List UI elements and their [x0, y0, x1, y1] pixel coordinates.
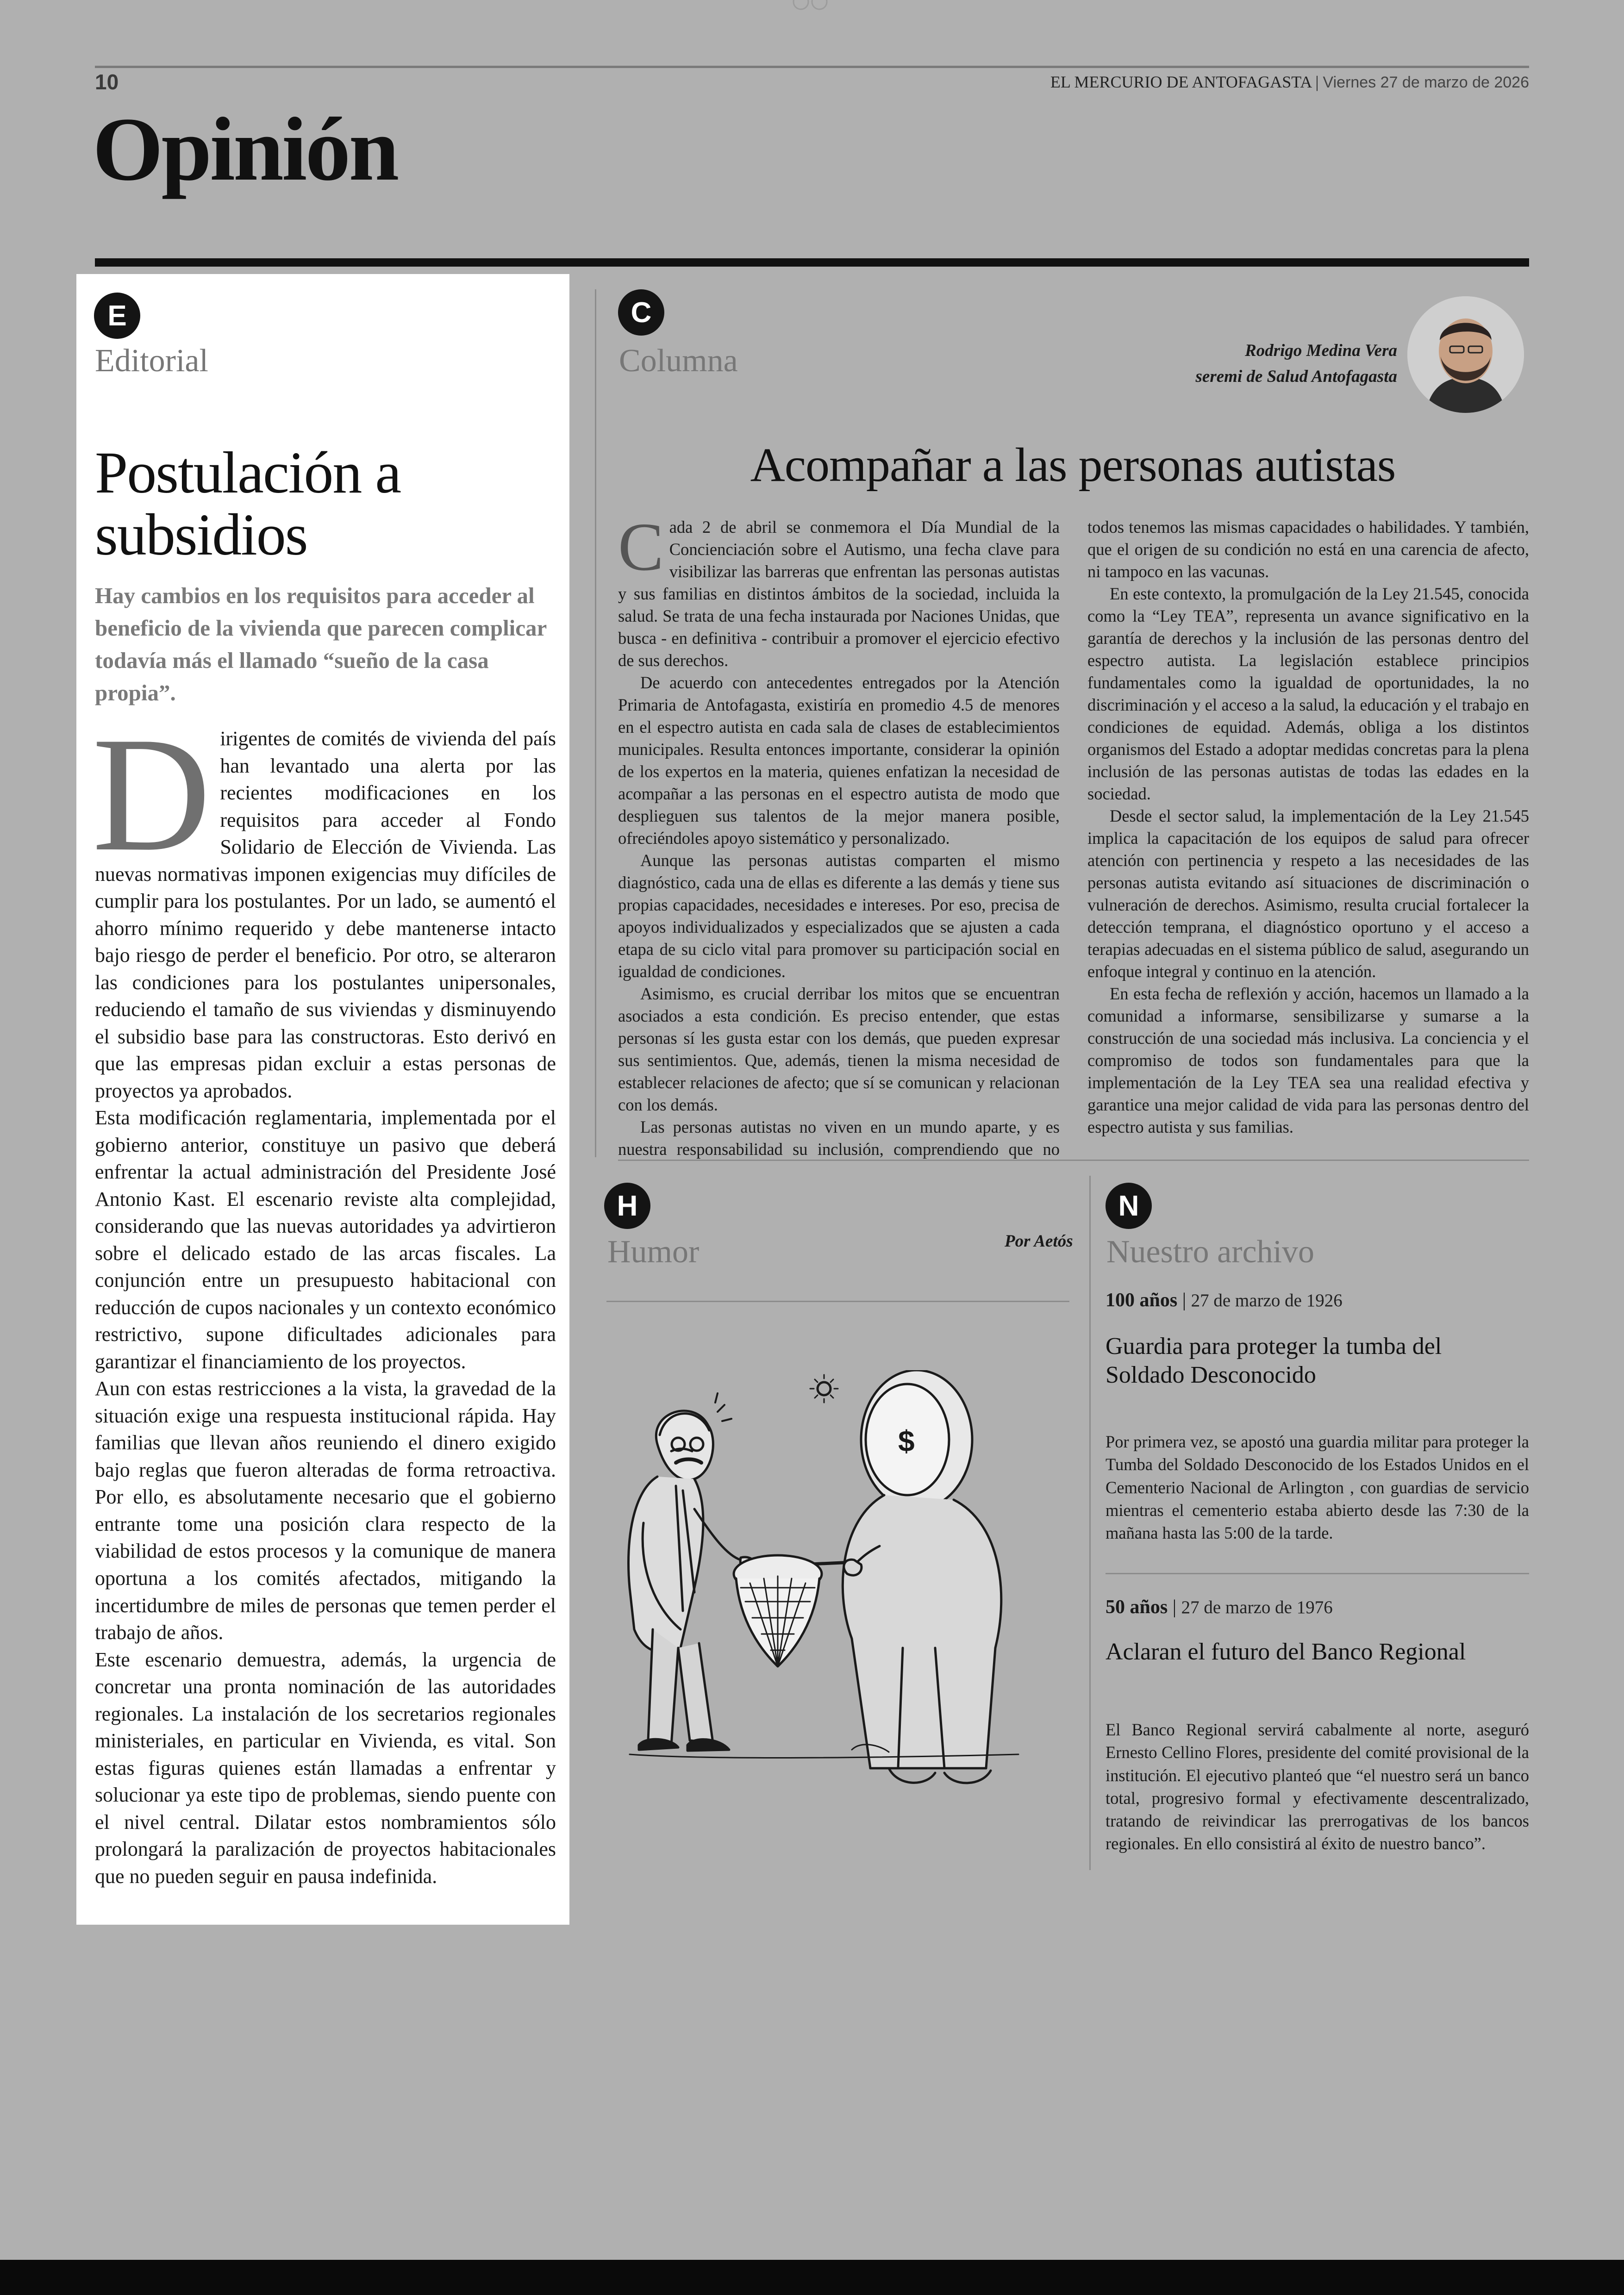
section-title: Opinión [93, 99, 398, 200]
archive-item-2-heading: 50 años | 27 de marzo de 1976 [1106, 1597, 1333, 1618]
humor-author: Por Aetós [1005, 1232, 1073, 1251]
editorial-paragraph: Aun con estas restricciones a la vista, la gravedad de la situación exige una respuesta institucional rápida. Hay familias que llevan años reuniendo el dinero exigido bajo reglas que fueron alteradas de forma retroactiva. Por ello, es absolutamente necesario que el gobierno entrante tome una posición clara respecto de la viabilidad de estos procesos y la comunique de manera oportuna a los comités afectados, mitigando la incertidumbre de miles de personas que temen perder el trabajo de años. [95, 1377, 556, 1644]
page-scroll-indicator-icon [782, 0, 838, 10]
editorial-deck: Hay cambios en los requisitos para acceder al beneficio de la vivienda que parecen complicar todavía más el llamado “sueño de la casa propia”. [95, 583, 547, 706]
archive-item-1-years: 100 años [1106, 1290, 1178, 1311]
archive-item-1-title: Guardia para proteger la tumba del Soldado Desconocido [1106, 1333, 1442, 1389]
column-author [1196, 338, 1397, 389]
archive-item-2-years: 50 años [1106, 1597, 1168, 1618]
humor-rule [606, 1301, 1069, 1302]
page-number: 10 [95, 70, 119, 94]
editorial-panel [76, 274, 569, 1925]
column-paragraph: Las personas autistas no viven en un mundo aparte, y es nuestra responsabilidad su inclusión, comprendiendo que no todos tenemos las mismas capacidades o habilidades. Y también, que el origen de su condición no está en una carencia de afecto, ni tampoco en las vacunas. [618, 518, 1529, 1159]
editorial-body [92, 703, 556, 1890]
newspaper-name: EL MERCURIO DE ANTOFAGASTA [1050, 73, 1312, 91]
editorial-paragraph: Este escenario demuestra, además, la urgencia de concretar una pronta nominación de las autoridades regionales. La instalación de los secretarios regionales ministeriales, en particular en Vivienda, es vital. Son estas figuras quienes están llamadas a enfrentar y solucionar ya este tipo de problemas, siendo puente con el nivel central. Dilatar estos nombramientos sólo prolongará la paralización de proyectos habitacionales que no pueden seguir en pausa indefinida. [95, 1648, 556, 1888]
column-divider [595, 289, 596, 1157]
column-badge: C [618, 289, 664, 336]
editorial-paragraph: Dirigentes de comités de vivienda del país han levantado una alerta por las recientes modificaciones en los requisitos para acceder al Fondo Solidario de Elección de Vivienda. Las nuevas normativas imponen exigencias muy difíciles de cumplir para los postulantes. Por un lado, se aumentó el ahorro mínimo requerido y debe mantenerse intacto bajo riesgo de perder el beneficio. Por otro, se alteraron las condiciones para los postulantes unipersonales, reduciendo el tamaño de sus viviendas y disminuyendo el subsidio base para las constructoras. Esto derivó en que las empresas pidan excluir a estas personas de proyectos ya aprobados. [92, 703, 556, 1102]
archive-label: Nuestro archivo [1106, 1234, 1315, 1270]
top-rule [95, 66, 1529, 68]
archive-item-2-date: 27 de marzo de 1976 [1181, 1597, 1333, 1617]
column-headline: Acompañar a las personas autistas [750, 438, 1396, 492]
author-avatar [1407, 296, 1524, 413]
archive-item-2-title: Aclaran el futuro del Banco Regional [1106, 1639, 1466, 1665]
section-rule [95, 258, 1529, 267]
author-name: Rodrigo Medina Vera [1245, 341, 1397, 360]
column-paragraph: En este contexto, la promulgación de la Ley 21.545, conocida como la “Ley TEA”, representa un avance significativo en la garantía de derechos y la inclusión de las personas dentro del espectro autista. La legislación establece principios fundamentales como la igualdad de oportunidades, la no discriminación y el acceso a la salud, la educación y el trabajo en condiciones de equidad. Además, obliga a los distintos organismos del Estado a adoptar medidas concretas para la plena inclusión de las personas autistas de todas las edades en la sociedad. [1087, 584, 1529, 803]
column-paragraph: Aunque las personas autistas comparten el mismo diagnóstico, cada una de ellas es diferente a las demás y tiene sus propias capacidades, necesidades e intereses. Por eso, precisa de apoyos individualizados y especializados que se ajusten a cada etapa de su ciclo vital para promover su participación social en igualdad de condiciones. [618, 850, 1060, 981]
archive-item-2-body: El Banco Regional servirá cabalmente al norte, aseguró Ernesto Cellino Flores, presidente del comité provisional de la institución. El ejecutivo planteó que “el nuestro será un banco total, progresivo formal y efectivamente descentralizado, tratando de reivindicar las prerrogativas de los bancos regionales. En ello consistirá al éxito de nuestro banco”. [1106, 1720, 1529, 1853]
column-bottom-rule [618, 1160, 1529, 1161]
column-paragraph: En esta fecha de reflexión y acción, hacemos un llamado a la comunidad a informarse, sensibilizarse y sumarse a la construcción de una sociedad más inclusiva. La conciencia y el compromiso de todos son fundamentales para que la implementación de la Ley TEA sea una realidad efectiva y garantice una mejor calidad de vida para las personas dentro del espectro autista y sus familias. [1087, 984, 1529, 1136]
editorial-label: Editorial [95, 343, 208, 379]
archive-badge: N [1106, 1183, 1152, 1229]
humor-badge: H [604, 1183, 650, 1229]
column-dropcap: C [618, 509, 664, 585]
issue-date: Viernes 27 de marzo de 2026 [1323, 74, 1529, 91]
column-paragraph: Asimismo, es crucial derribar los mitos que se encuentran asociados a esta condición. Es preciso entender, que estas personas sí les gusta estar con los demás, que pueden expresar sus sentimientos. Que, además, tienen la misma necesidad de establecer relaciones de afecto; que sí se comunican y relacionan con los demás. [618, 984, 1060, 1114]
column-paragraph: De acuerdo con antecedentes entregados por la Atención Primaria de Antofagasta, existiría en promedio 4.5 de menores en el espectro autista en cada sala de clases de establecimientos municipales. Resulta entonces importante, considerar la opinión de los expertos en la materia, quienes enfatizan la necesidad de acompañar a las personas en el espectro autista de modo que desplieguen sus talentos de la mejor manera posible, ofreciéndoles apoyo sistemático y personalizado. [618, 673, 1060, 848]
editorial-dropcap: D [92, 703, 211, 885]
column-paragraph: Desde el sector salud, la implementación de la Ley 21.545 implica la capacitación de los equipos de salud para ofrecer atención con pertinencia y respeto a las necesidades de las personas autista evitando así situaciones de discriminación o vulneración de derechos. Asimismo, resulta crucial fortalecer la detección temprana, el diagnóstico oportuno y el acceso a terapias adecuadas en el sistema público de salud, asegurando un enfoque integral y continuo en la atención. [1087, 806, 1529, 981]
archive-item-1-date: 27 de marzo de 1926 [1191, 1291, 1343, 1310]
coin-emblem-mark: $ [898, 1424, 915, 1458]
humor-label: Humor [607, 1234, 700, 1270]
archive-item-1-body: Por primera vez, se apostó una guardia militar para proteger la Tumba del Soldado Desconocido de los Estados Unidos en el Cementerio Nacional de Arlington , con guardias de servicio mientras el cementerio estaba abierto desde las 7:30 de la mañana hasta las 5:00 de la tarde. [1106, 1432, 1529, 1543]
author-role: seremi de Salud Antofagasta [1195, 367, 1397, 386]
column-body [618, 509, 1529, 1160]
column-label: Columna [619, 343, 738, 379]
editorial-headline: Postulación a subsidios [95, 440, 401, 568]
author-portrait-icon [1407, 296, 1524, 413]
archive-item-1-heading: 100 años | 27 de marzo de 1926 [1106, 1290, 1343, 1311]
editorial-badge: E [94, 293, 140, 339]
humor-archive-divider [1089, 1176, 1091, 1870]
masthead: EL MERCURIO DE ANTOFAGASTA | Viernes 27 de marzo de 2026 [1050, 73, 1529, 91]
humor-cartoon-illustration [602, 1370, 1074, 1815]
column-paragraph: Cada 2 de abril se conmemora el Día Mundial de la Concienciación sobre el Autismo, una fecha clave para visibilizar las barreras que enfrentan las personas autistas y sus familias en distintos ámbitos de la sociedad, incluida la salud. Se trata de una fecha instaurada por Naciones Unidas, que busca - en definitiva - contribuir a promover el ejercicio efectivo de sus derechos. [618, 509, 1060, 670]
bottom-bar [0, 2260, 1624, 2295]
archive-divider [1106, 1573, 1529, 1574]
editorial-paragraph: Esta modificación reglamentaria, implementada por el gobierno anterior, constituye un pasivo que deberá enfrentar la actual administración del Presidente José Antonio Kast. El escenario reviste alta complejidad, considerando que las nuevas autoridades ya advirtieron sobre el delicado estado de las arcas fiscales. La conjunción entre un presupuesto habitacional con reducción de cupos nacionales y un contexto económico restrictivo, supone dificultades adicionales para garantizar el financiamiento de los proyectos. [95, 1106, 556, 1373]
